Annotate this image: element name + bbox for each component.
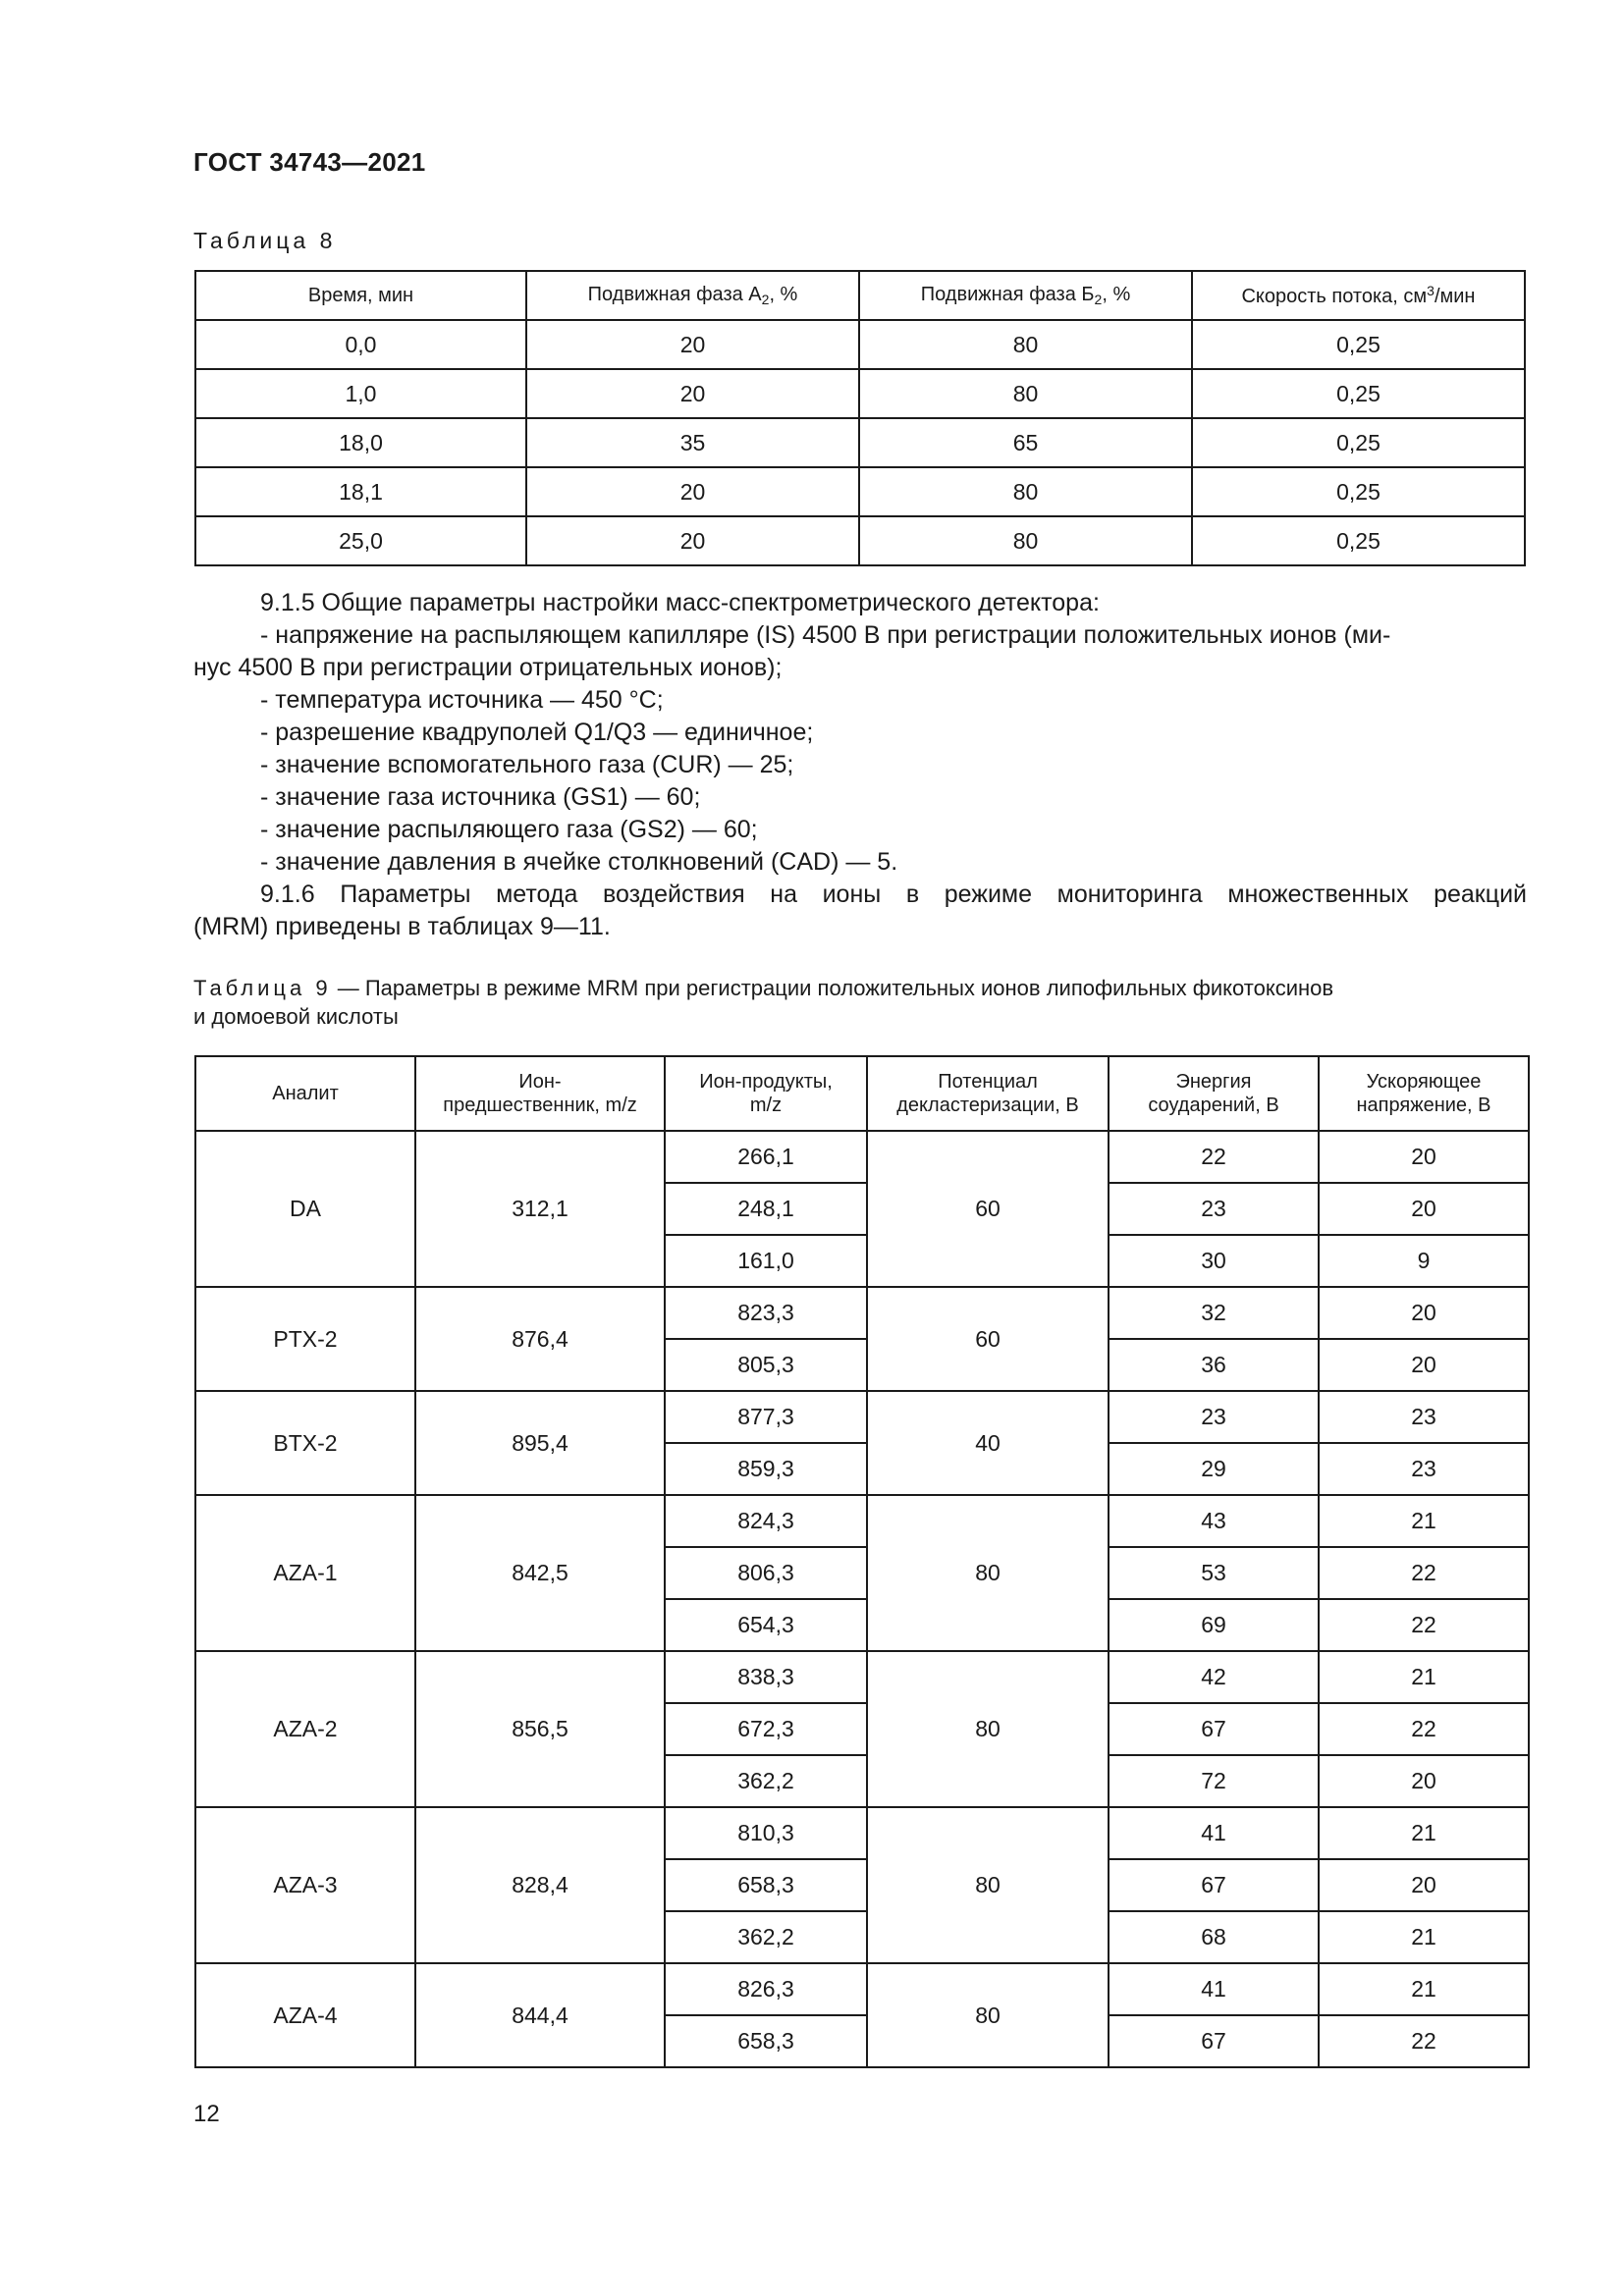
table-cell: 0,25 xyxy=(1192,320,1525,369)
product-ion-cell: 806,3 xyxy=(665,1547,867,1599)
header-phase-a: Подвижная фаза $А_2$, % xyxy=(526,271,859,320)
collision-energy-cell: 23 xyxy=(1109,1391,1319,1443)
table-row xyxy=(195,1963,1529,2015)
table-row xyxy=(195,1131,1529,1183)
product-ion-cell: 161,0 xyxy=(665,1235,867,1287)
table-8-header-row xyxy=(195,271,1525,320)
header-product-ions: Ион-продукты, m/z xyxy=(665,1056,867,1131)
section-9-1-5-item: - температура источника — 450 °С; xyxy=(260,686,664,714)
product-ion-cell: 654,3 xyxy=(665,1599,867,1651)
section-9-1-5-item: - значение давления в ячейке столкновений (CAD) — 5. xyxy=(260,848,898,876)
exit-potential-cell: 21 xyxy=(1319,1651,1529,1703)
document-code: ГОСТ 34743—2021 xyxy=(193,147,426,177)
table-cell: 35 xyxy=(526,418,859,467)
analyte-cell: PTX-2 xyxy=(195,1287,415,1391)
declustering-potential-cell: 60 xyxy=(867,1287,1109,1391)
table-row xyxy=(195,1807,1529,1859)
product-ion-cell: 826,3 xyxy=(665,1963,867,2015)
product-ion-cell: 838,3 xyxy=(665,1651,867,1703)
table-row xyxy=(195,1651,1529,1703)
table-9-caption-label: Таблица 9 xyxy=(193,976,332,1000)
product-ion-cell: 805,3 xyxy=(665,1339,867,1391)
header-collision-energy: Энергия соударений, В xyxy=(1109,1056,1319,1131)
exit-potential-cell: 20 xyxy=(1319,1859,1529,1911)
table-cell: 1,0 xyxy=(195,369,526,418)
table-row xyxy=(195,516,1525,565)
table-9-caption xyxy=(193,974,1527,1031)
declustering-potential-cell: 80 xyxy=(867,1807,1109,1963)
table-cell: 0,25 xyxy=(1192,516,1525,565)
product-ion-cell: 859,3 xyxy=(665,1443,867,1495)
exit-potential-cell: 21 xyxy=(1319,1495,1529,1547)
product-ion-cell: 672,3 xyxy=(665,1703,867,1755)
declustering-potential-cell: 80 xyxy=(867,1963,1109,2067)
collision-energy-cell: 67 xyxy=(1109,1859,1319,1911)
exit-potential-cell: 22 xyxy=(1319,2015,1529,2067)
precursor-cell: 828,4 xyxy=(415,1807,665,1963)
product-ion-cell: 658,3 xyxy=(665,1859,867,1911)
header-time: Время, мин xyxy=(195,271,526,320)
exit-potential-cell: 9 xyxy=(1319,1235,1529,1287)
table-row xyxy=(195,369,1525,418)
analyte-cell: AZA-2 xyxy=(195,1651,415,1807)
page-number: 12 xyxy=(193,2101,220,2127)
declustering-potential-cell: 40 xyxy=(867,1391,1109,1495)
exit-potential-cell: 21 xyxy=(1319,1911,1529,1963)
table-cell: 0,0 xyxy=(195,320,526,369)
header-flow-rate: Скорость потока, $см^3$/мин xyxy=(1192,271,1525,320)
analyte-cell: AZA-3 xyxy=(195,1807,415,1963)
section-9-1-5-item: - напряжение на распыляющем капилляре (IS) 4500 В при регистрации положительных ионов (ми- xyxy=(260,621,1391,649)
collision-energy-cell: 41 xyxy=(1109,1963,1319,2015)
product-ion-cell: 824,3 xyxy=(665,1495,867,1547)
precursor-cell: 842,5 xyxy=(415,1495,665,1651)
product-ion-cell: 362,2 xyxy=(665,1755,867,1807)
collision-energy-cell: 53 xyxy=(1109,1547,1319,1599)
table-cell: 80 xyxy=(859,369,1192,418)
table-cell: 20 xyxy=(526,369,859,418)
table-cell: 20 xyxy=(526,516,859,565)
collision-energy-cell: 22 xyxy=(1109,1131,1319,1183)
table-cell: 0,25 xyxy=(1192,369,1525,418)
table-cell: 65 xyxy=(859,418,1192,467)
declustering-potential-cell: 60 xyxy=(867,1131,1109,1287)
table-row xyxy=(195,320,1525,369)
analyte-cell: DA xyxy=(195,1131,415,1287)
precursor-cell: 876,4 xyxy=(415,1287,665,1391)
collision-energy-cell: 36 xyxy=(1109,1339,1319,1391)
table-cell: 80 xyxy=(859,467,1192,516)
table-row xyxy=(195,1495,1529,1547)
exit-potential-cell: 20 xyxy=(1319,1287,1529,1339)
product-ion-cell: 823,3 xyxy=(665,1287,867,1339)
table-9-caption-text: — Параметры в режиме MRM при регистрации положительных ионов липофильных фикотоксинов xyxy=(331,976,1334,1000)
header-exit-potential: Ускоряющее напряжение, В xyxy=(1319,1056,1529,1131)
product-ion-cell: 248,1 xyxy=(665,1183,867,1235)
exit-potential-cell: 23 xyxy=(1319,1391,1529,1443)
section-9-1-5-item: - значение распыляющего газа (GS2) — 60; xyxy=(260,816,758,843)
table-cell: 80 xyxy=(859,320,1192,369)
table-cell: 25,0 xyxy=(195,516,526,565)
table-cell: 18,0 xyxy=(195,418,526,467)
section-9-1-5-item: нус 4500 В при регистрации отрицательных ионов); xyxy=(193,654,783,681)
exit-potential-cell: 23 xyxy=(1319,1443,1529,1495)
exit-potential-cell: 20 xyxy=(1319,1183,1529,1235)
table-row xyxy=(195,418,1525,467)
precursor-cell: 895,4 xyxy=(415,1391,665,1495)
collision-energy-cell: 72 xyxy=(1109,1755,1319,1807)
product-ion-cell: 266,1 xyxy=(665,1131,867,1183)
table-8 xyxy=(194,270,1526,566)
collision-energy-cell: 41 xyxy=(1109,1807,1319,1859)
exit-potential-cell: 22 xyxy=(1319,1599,1529,1651)
collision-energy-cell: 42 xyxy=(1109,1651,1319,1703)
collision-energy-cell: 67 xyxy=(1109,2015,1319,2067)
table-8-caption: Таблица 8 xyxy=(193,228,337,253)
product-ion-cell: 877,3 xyxy=(665,1391,867,1443)
collision-energy-cell: 68 xyxy=(1109,1911,1319,1963)
declustering-potential-cell: 80 xyxy=(867,1495,1109,1651)
section-9-1-5-item: - значение вспомогательного газа (CUR) — 25; xyxy=(260,751,794,778)
table-cell: 18,1 xyxy=(195,467,526,516)
table-cell: 80 xyxy=(859,516,1192,565)
product-ion-cell: 658,3 xyxy=(665,2015,867,2067)
declustering-potential-cell: 80 xyxy=(867,1651,1109,1807)
collision-energy-cell: 32 xyxy=(1109,1287,1319,1339)
analyte-cell: AZA-4 xyxy=(195,1963,415,2067)
table-9-caption-line-2: и домоевой кислоты xyxy=(193,1004,399,1029)
exit-potential-cell: 20 xyxy=(1319,1131,1529,1183)
section-9-1-5-title: 9.1.5 Общие параметры настройки масс-спектрометрического детектора: xyxy=(260,589,1100,616)
collision-energy-cell: 29 xyxy=(1109,1443,1319,1495)
header-precursor-ion: Ион- предшественник, m/z xyxy=(415,1056,665,1131)
table-row xyxy=(195,1391,1529,1443)
exit-potential-cell: 21 xyxy=(1319,1963,1529,2015)
table-row xyxy=(195,1287,1529,1339)
product-ion-cell: 810,3 xyxy=(665,1807,867,1859)
exit-potential-cell: 22 xyxy=(1319,1547,1529,1599)
exit-potential-cell: 20 xyxy=(1319,1339,1529,1391)
table-cell: 20 xyxy=(526,320,859,369)
section-9-1-5-item: - значение газа источника (GS1) — 60; xyxy=(260,783,701,811)
analyte-cell: BTX-2 xyxy=(195,1391,415,1495)
section-9-1-6-line-1: 9.1.6 Параметры метода воздействия на ионы в режиме мониторинга множественных реакций xyxy=(260,881,1527,908)
table-row xyxy=(195,467,1525,516)
collision-energy-cell: 69 xyxy=(1109,1599,1319,1651)
product-ion-cell: 362,2 xyxy=(665,1911,867,1963)
table-9-header-row xyxy=(195,1056,1529,1131)
header-declustering-potential: Потенциал декластеризации, В xyxy=(867,1056,1109,1131)
header-phase-b: Подвижная фаза $Б_2$, % xyxy=(859,271,1192,320)
header-analyte: Аналит xyxy=(195,1056,415,1131)
exit-potential-cell: 20 xyxy=(1319,1755,1529,1807)
exit-potential-cell: 21 xyxy=(1319,1807,1529,1859)
analyte-cell: AZA-1 xyxy=(195,1495,415,1651)
precursor-cell: 312,1 xyxy=(415,1131,665,1287)
collision-energy-cell: 23 xyxy=(1109,1183,1319,1235)
exit-potential-cell: 22 xyxy=(1319,1703,1529,1755)
table-cell: 0,25 xyxy=(1192,467,1525,516)
section-9-1-5-item: - разрешение квадруполей Q1/Q3 — единичное; xyxy=(260,719,814,746)
collision-energy-cell: 43 xyxy=(1109,1495,1319,1547)
table-cell: 20 xyxy=(526,467,859,516)
collision-energy-cell: 67 xyxy=(1109,1703,1319,1755)
precursor-cell: 856,5 xyxy=(415,1651,665,1807)
table-9 xyxy=(194,1055,1530,2068)
precursor-cell: 844,4 xyxy=(415,1963,665,2067)
section-9-1-6-line-2: (MRM) приведены в таблицах 9—11. xyxy=(193,913,611,940)
table-cell: 0,25 xyxy=(1192,418,1525,467)
collision-energy-cell: 30 xyxy=(1109,1235,1319,1287)
